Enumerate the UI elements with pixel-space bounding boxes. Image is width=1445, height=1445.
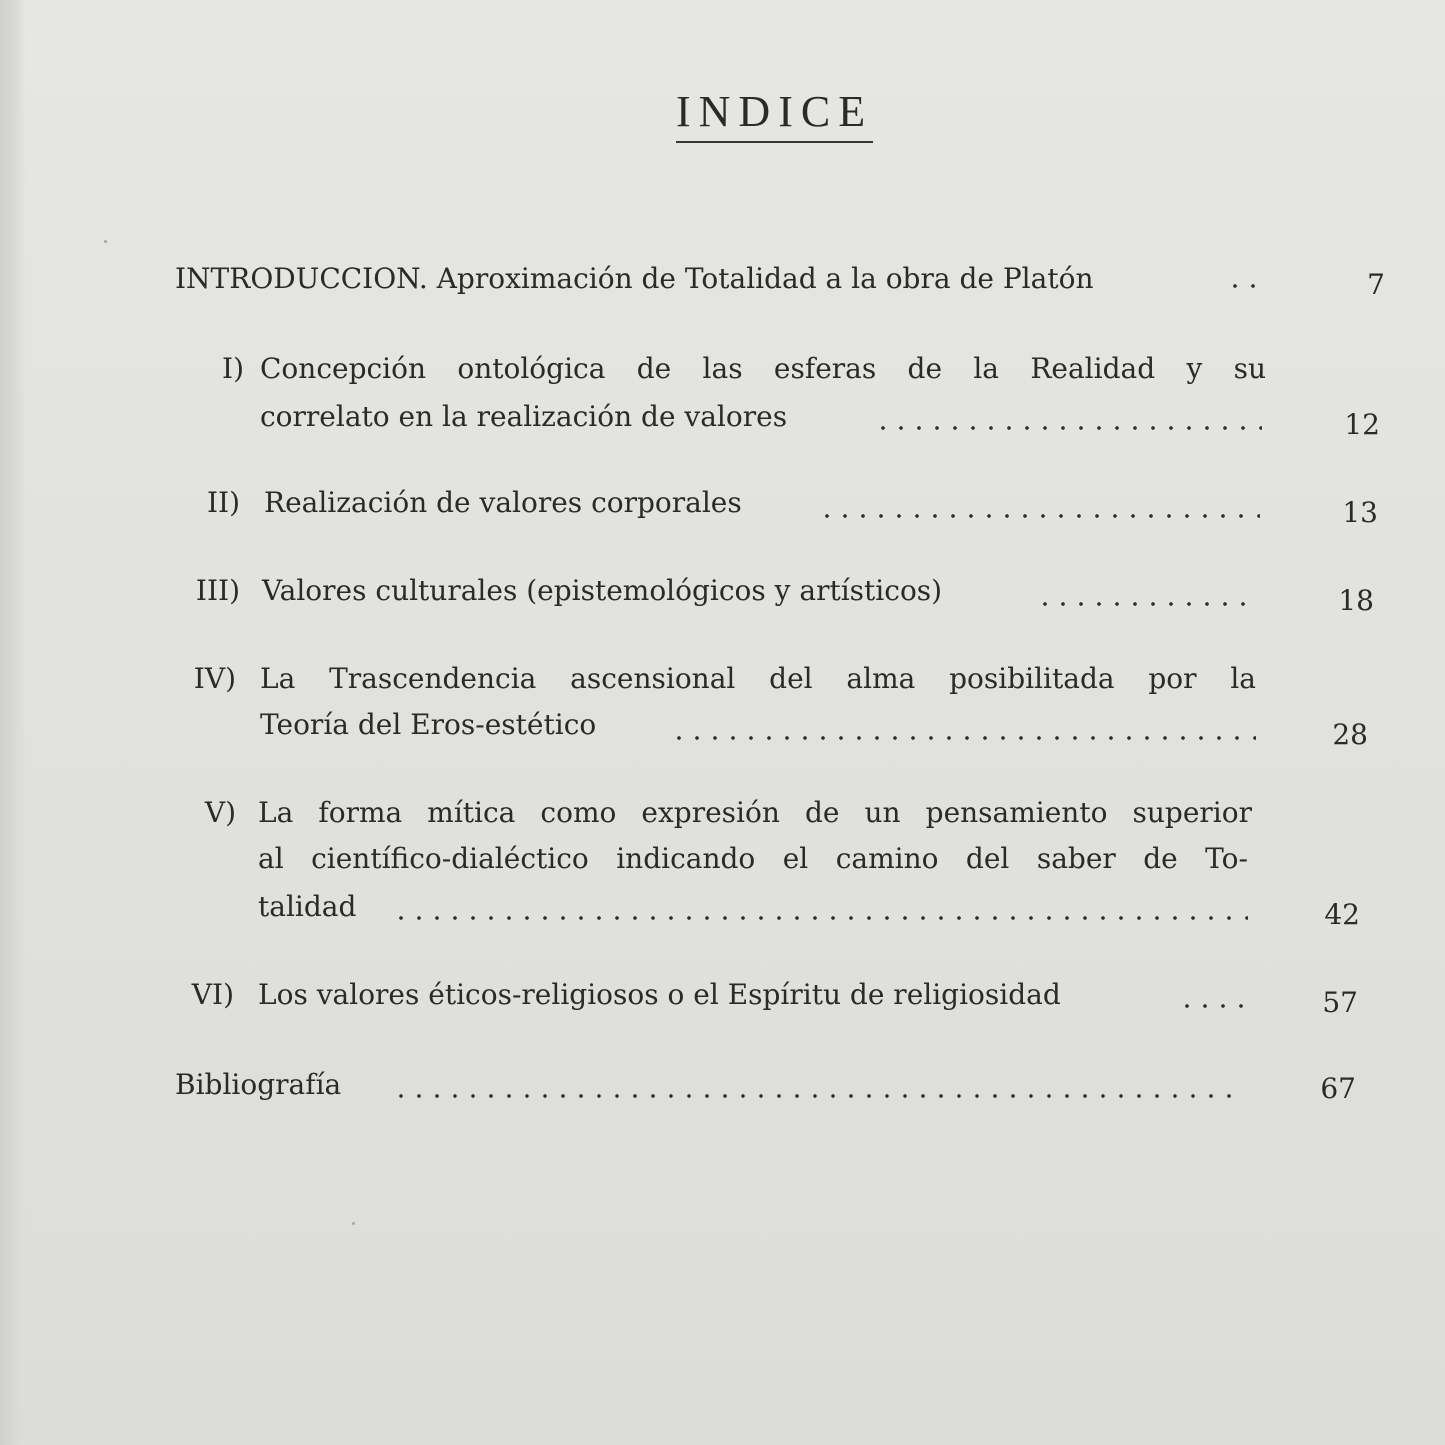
toc-entry-title-line2: al científico-dialéctico indicando el camino del saber de To-: [258, 842, 1248, 875]
dot-leader: [874, 426, 1262, 430]
toc-entry-title-line2: Teoría del Eros-estético: [260, 708, 597, 741]
dot-leader: [1178, 1004, 1244, 1008]
page-gutter-shadow: [0, 0, 26, 1445]
dot-leader: [392, 1094, 1244, 1098]
dot-leader: [1226, 284, 1266, 288]
toc-entry-title: Los valores éticos-religiosos o el Espíritu de religiosidad: [258, 978, 1061, 1011]
toc-entry-title-line1: Concepción ontológica de las esferas de la Realidad y su: [260, 352, 1266, 385]
toc-entry-number: III): [195, 574, 240, 607]
toc-entry-number: VI): [191, 978, 234, 1011]
paper-speck: [104, 240, 107, 243]
dot-leader: [1036, 602, 1258, 606]
dot-leader: [392, 916, 1248, 920]
toc-page-number: 13: [1342, 496, 1378, 529]
toc-entry-title: Bibliografía: [175, 1068, 342, 1101]
dot-leader: [670, 736, 1256, 740]
toc-entry-number: I): [222, 352, 244, 385]
toc-entry-number: V): [204, 796, 236, 829]
toc-page-number: 67: [1320, 1072, 1356, 1105]
toc-entry-title: Valores culturales (epistemológicos y artísticos): [262, 574, 943, 607]
title-underline: [676, 141, 873, 143]
toc-page-number: 42: [1324, 898, 1360, 931]
toc-page-number: 57: [1322, 986, 1358, 1019]
dot-leader: [818, 514, 1260, 518]
toc-entry-number: II): [206, 486, 240, 519]
toc-entry-title-line3: talidad: [258, 890, 357, 923]
toc-page-number: 7: [1367, 268, 1385, 301]
toc-entry-title-line1: La forma mítica como expresión de un pensamiento superior: [258, 796, 1252, 829]
toc-entry-title: Realización de valores corporales: [264, 486, 742, 519]
toc-entry-number: IV): [193, 662, 236, 695]
paper-speck: [352, 1222, 355, 1225]
toc-page-number: 28: [1332, 718, 1368, 751]
toc-page-number: 18: [1338, 584, 1374, 617]
toc-entry-title-line1: La Trascendencia ascensional del alma posibilitada por la: [260, 662, 1256, 695]
page-title: INDICE: [676, 87, 874, 136]
toc-entry-title: INTRODUCCION. Aproximación de Totalidad a la obra de Platón: [175, 262, 1094, 295]
toc-entry-title-line2: correlato en la realización de valores: [260, 400, 788, 433]
toc-page-number: 12: [1344, 408, 1380, 441]
